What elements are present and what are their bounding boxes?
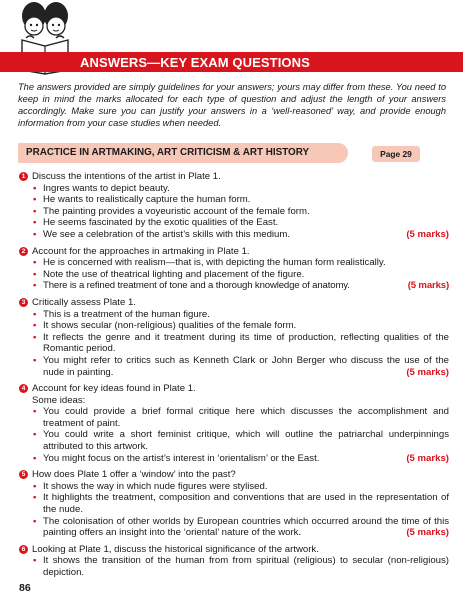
answer-bullet-last: [32, 355, 449, 378]
question-text: Account for the approaches in artmaking in Plate 1.: [32, 245, 250, 257]
answer-bullet-text: We see a celebration of the artist’s skills with this medium.: [43, 228, 291, 240]
question-subheading: Some ideas:: [32, 394, 86, 406]
questions-list: [19, 171, 449, 584]
question-item: [19, 246, 449, 292]
answer-bullet-text: You might focus on the artist’s interest in ‘orientalism’ or the East.: [43, 452, 320, 464]
answer-bullets: [19, 257, 449, 292]
answer-bullet: • This is a treatment of the human figure.: [32, 309, 449, 321]
question-number: 3: [19, 298, 28, 307]
question-text: Looking at Plate 1, discuss the historical significance of the artwork.: [32, 543, 319, 555]
answer-bullet: • He wants to realistically capture the human form.: [32, 194, 449, 206]
page-title: ANSWERS—KEY EXAM QUESTIONS: [80, 55, 310, 70]
answer-bullets: [19, 309, 449, 379]
answer-bullet: • Ingres wants to depict beauty.: [32, 183, 449, 195]
answer-bullet: • It shows the transition of the human from from spiritual (religious) to secular (non-religious) depiction.: [32, 555, 449, 578]
section-title: PRACTICE IN ARTMAKING, ART CRITICISM & ART HISTORY: [26, 147, 310, 158]
answer-bullet-last: [32, 516, 449, 539]
answer-bullet: • He is concerned with realism—that is, with depicting the human form realistically.: [32, 257, 449, 269]
answer-bullet: • He seems fascinated by the exotic qualities of the East.: [32, 217, 449, 229]
page-reference-badge: Page 29: [372, 146, 420, 162]
answer-bullet-last: [32, 280, 449, 292]
marks-label: • (5 marks): [407, 280, 449, 292]
question-text: Discuss the intentions of the artist in Plate 1.: [32, 171, 221, 182]
question-text: Critically assess Plate 1.: [32, 296, 136, 308]
answer-bullet: • You could provide a brief formal critique here which discusses the accomplishment and treatment of paint.: [32, 406, 449, 429]
question-item: [19, 383, 449, 464]
question-number: 1: [19, 172, 28, 181]
answer-bullet: • It shows the way in which nude figures were stylised.: [32, 481, 449, 493]
question-item: [19, 297, 449, 378]
question-number: 5: [19, 470, 28, 479]
answer-bullet-text: There is a refined treatment of tone and a thorough knowledge of anatomy.: [43, 280, 350, 292]
answer-bullet: • The painting provides a voyeuristic account of the female form.: [32, 206, 449, 218]
question-text: How does Plate 1 offer a ‘window’ into the past?: [32, 469, 236, 481]
marks-label: • (5 marks): [406, 452, 449, 464]
question-item: [19, 171, 449, 241]
answer-bullet: • You could write a short feminist critique, which will outline the patriarchal underpinnings attributed to this artwork.: [32, 429, 449, 452]
marks-label: • (5 marks): [406, 228, 449, 240]
question-number: 2: [19, 247, 28, 256]
question-number: 6: [19, 545, 28, 554]
question-text: Account for key ideas found in Plate 1.: [32, 383, 196, 395]
answer-bullets: [19, 555, 449, 578]
answer-bullet-text: The colonisation of other worlds by European countries which occurred around the time of this painting offers an insight into the ‘oriental’ nature of the work.: [43, 515, 449, 539]
marks-label: (5 marks): [406, 366, 449, 378]
answer-bullet-text: You might refer to critics such as Kenneth Clark or John Berger who discuss the use of the nude in painting.: [43, 354, 449, 378]
answer-bullet: • It shows secular (non-religious) qualities of the female form.: [32, 320, 449, 332]
question-item: [19, 544, 449, 579]
answer-bullet-last: [32, 453, 449, 465]
answer-bullets: [19, 406, 449, 464]
answer-bullet: • It reflects the genre and it treatment during its time of production, reflecting qualities of the Romantic period.: [32, 332, 449, 355]
answer-bullet: • Note the use of theatrical lighting and placement of the figure.: [32, 269, 449, 281]
answer-bullets: [19, 183, 449, 241]
intro-paragraph: The answers provided are simply guidelines for your answers; yours may differ from these. You need to keep in mind the marks allocated for each type of question and adjust the length of your answers accordingly. Make sure you can justify your answers in a ‘well-reasoned’ way, and provide enough information from your case studies when needed.: [18, 82, 446, 129]
page-number: 86: [19, 582, 31, 594]
question-number: 4: [19, 384, 28, 393]
question-item: [19, 469, 449, 539]
answer-bullets: [19, 481, 449, 539]
answer-bullet: • It highlights the treatment, composition and conventions that are used in the representation of the nude.: [32, 492, 449, 515]
answer-bullet-last: [32, 229, 449, 241]
marks-label: (5 marks): [406, 527, 449, 539]
